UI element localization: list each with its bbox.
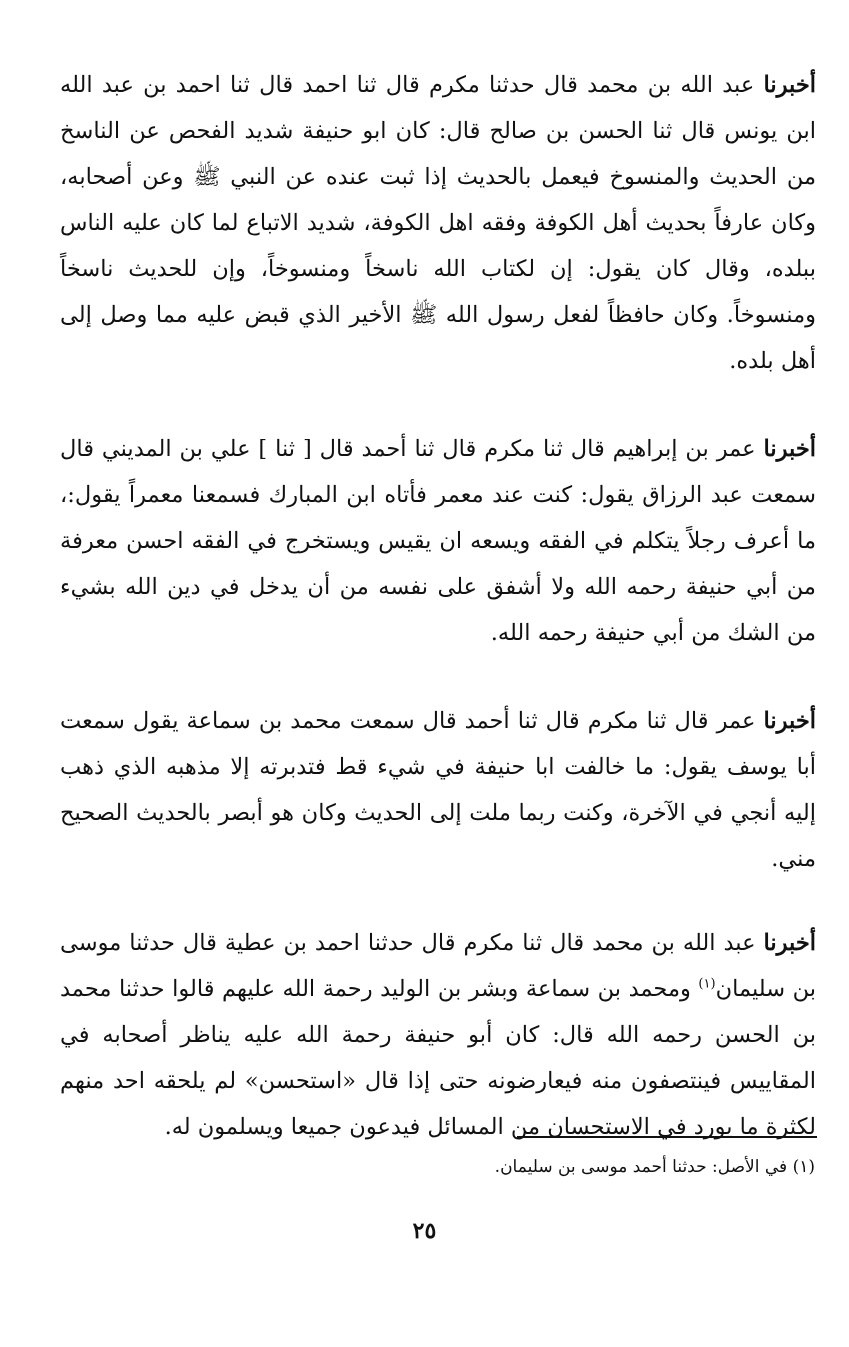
paragraph-text: عمر بن إبراهيم قال ثنا مكرم قال ثنا أحمد قال [ ثنا ] علي بن المديني قال سمعت عبد الرزاق يقول: كنت عند معمر فأتاه ابن المبارك فسمعنا معمراً يقول:، ما أعرف رجلاً يتكلم في الفقه ويسعه ان يقيس ويستخرج في الفقه احسن معرفة من أبي حنيفة رحمه الله ولا أشفق على نفسه من أن يدخل في دين الله بشيء من الشك من أبي حنيفة رحمه الله. (60, 436, 816, 646)
paragraph-text: عبد الله بن محمد قال حدثنا مكرم قال ثنا احمد قال ثنا احمد بن عبد الله ابن يونس قال ثنا الحسن بن صالح قال: كان ابو حنيفة شديد الفحص عن الناسخ من الحديث والمنسوخ فيعمل بالحديث إذا ثبت عنده عن النبي ﷺ وعن أصحابه، وكان عارفاً بحديث أهل الكوفة وفقه اهل الكوفة، شديد الاتباع لما كان عليه الناس ببلده، وقال كان يقول: إن لكتاب الله ناسخاً ومنسوخاً، وإن للحديث ناسخاً ومنسوخاً. وكان حافظاً لفعل رسول الله ﷺ الأخير الذي قبض عليه مما وصل إلى أهل بلده. (60, 72, 816, 374)
paragraph-lead: أخبرنا (763, 708, 816, 734)
page-number: ٢٥ (412, 1218, 437, 1244)
paragraph-1 (60, 62, 816, 384)
paragraph-text-continued: ومحمد بن سماعة وبشر بن الوليد رحمة الله عليهم قالوا حدثنا محمد بن الحسن رحمه الله قال: كان أبو حنيفة رحمة الله عليه يناظر أصحابه في المقاييس فينتصفون منه فيعارضونه حتى إذا قال «استحسن» لم يلحقه احد منهم لكثرة ما يورد في الاستحسان من المسائل فيدعون جميعا ويسلمون له. (60, 976, 816, 1140)
paragraph-lead: أخبرنا (763, 72, 816, 98)
paragraph-text: عمر قال ثنا مكرم قال ثنا أحمد قال سمعت محمد بن سماعة يقول سمعت أبا يوسف يقول: ما خالفت ابا حنيفة في شيء قط فتدبرته إلا مذهبه الذي ذهب إليه أنجي في الآخرة، وكنت ربما ملت إلى الحديث وكان هو أبصر بالحديث الصحيح مني. (60, 708, 816, 872)
paragraph-4 (60, 920, 816, 1150)
footnote-separator (517, 1136, 817, 1138)
page-body (60, 62, 816, 1150)
footnote: (١) في الأصل: حدثنا أحمد موسى بن سليمان. (494, 1157, 815, 1177)
paragraph-lead: أخبرنا (763, 436, 816, 462)
paragraph-text: عبد الله بن محمد قال ثنا مكرم قال حدثنا احمد بن عطية قال حدثنا موسى بن سليمان (60, 930, 816, 1002)
footnote-reference[interactable]: (١) (698, 976, 716, 992)
paragraph-lead: أخبرنا (763, 930, 816, 956)
paragraph-2 (60, 426, 816, 656)
paragraph-3 (60, 698, 816, 882)
